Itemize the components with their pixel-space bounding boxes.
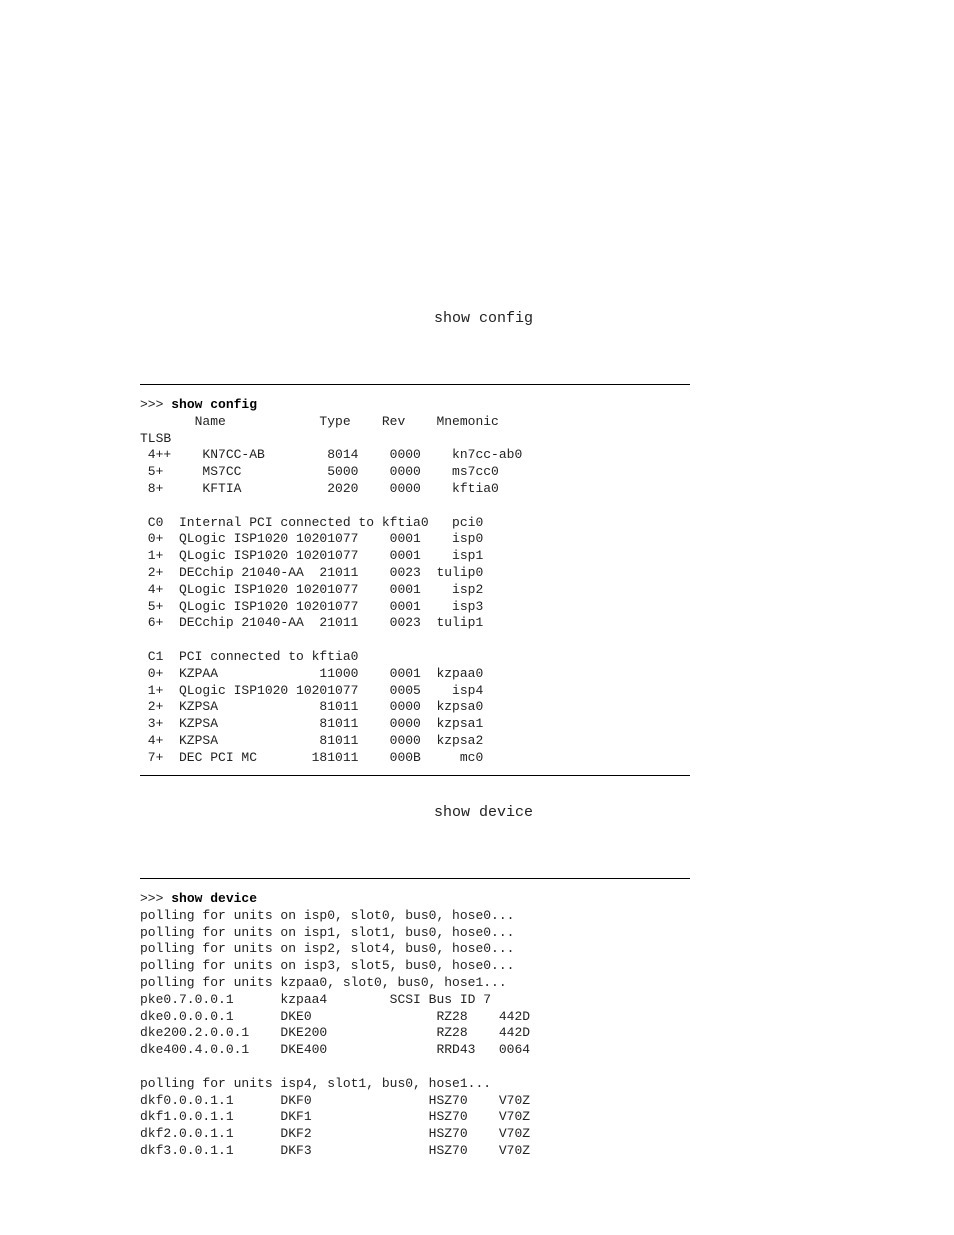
output-line: 2+ KZPSA 81011 0000 kzpsa0 [140,699,484,715]
output-line: dkf0.0.0.1.1 DKF0 HSZ70 V70Z [140,1092,531,1108]
section-heading-show-device: show device [434,804,534,821]
console-prompt: >>> [140,397,172,412]
output-line: pke0.7.0.0.1 kzpaa4 SCSI Bus ID 7 [140,991,492,1007]
output-line: 8+ KFTIA 2020 0000 kftia0 [140,480,499,496]
output-line: 5+ QLogic ISP1020 10201077 0001 isp3 [140,598,484,614]
output-line: dke200.2.0.0.1 DKE200 RZ28 442D [140,1025,531,1041]
output-line: C0 Internal PCI connected to kftia0 pci0 [140,514,484,530]
output-line: polling for units on isp3, slot5, bus0, hose0... [140,958,515,974]
console-command: show config [171,397,258,412]
output-line: 3+ KZPSA 81011 0000 kzpsa1 [140,716,484,732]
output-line: polling for units isp4, slot1, bus0, hose1... [140,1075,492,1091]
output-line [140,632,522,649]
output-line [140,498,522,515]
output-line: 1+ QLogic ISP1020 10201077 0005 isp4 [140,682,484,698]
top-rule-device [140,878,690,879]
output-line: 5+ MS7CC 5000 0000 ms7cc0 [140,464,499,480]
output-line: polling for units on isp1, slot1, bus0, hose0... [140,924,515,940]
output-line: 7+ DEC PCI MC 181011 000B mc0 [140,749,484,765]
section-heading-show-config: show config [434,310,534,327]
output-line: 4+ QLogic ISP1020 10201077 0001 isp2 [140,581,484,597]
output-line: dkf3.0.0.1.1 DKF3 HSZ70 V70Z [140,1142,531,1158]
output-line [140,1059,530,1076]
output-line: dkf1.0.0.1.1 DKF1 HSZ70 V70Z [140,1109,531,1125]
output-line: polling for units on isp0, slot0, bus0, hose0... [140,907,515,923]
output-line: polling for units on isp2, slot4, bus0, hose0... [140,941,515,957]
output-line: 6+ DECchip 21040-AA 21011 0023 tulip1 [140,615,484,631]
output-line: 4+ KZPSA 81011 0000 kzpsa2 [140,732,484,748]
top-rule-config [140,384,690,385]
console-output-device [140,891,530,1160]
bottom-rule-config [140,775,690,776]
output-line: TLSB [140,430,172,446]
command-line [140,397,522,414]
output-line: dke400.4.0.0.1 DKE400 RRD43 0064 [140,1042,531,1058]
output-line: C1 PCI connected to kftia0 [140,648,359,664]
output-line: 2+ DECchip 21040-AA 21011 0023 tulip0 [140,564,484,580]
output-line: 1+ QLogic ISP1020 10201077 0001 isp1 [140,548,484,564]
output-line: Name Type Rev Mnemonic [140,413,499,429]
console-command: show device [171,891,258,906]
console-output-config [140,397,522,767]
command-line [140,891,530,908]
output-line: 0+ QLogic ISP1020 10201077 0001 isp0 [140,531,484,547]
output-line: dkf2.0.0.1.1 DKF2 HSZ70 V70Z [140,1126,531,1142]
output-line: 4++ KN7CC-AB 8014 0000 kn7cc-ab0 [140,447,523,463]
console-prompt: >>> [140,891,172,906]
output-line: polling for units kzpaa0, slot0, bus0, hose1... [140,974,507,990]
output-line: dke0.0.0.0.1 DKE0 RZ28 442D [140,1008,531,1024]
output-line: 0+ KZPAA 11000 0001 kzpaa0 [140,665,484,681]
